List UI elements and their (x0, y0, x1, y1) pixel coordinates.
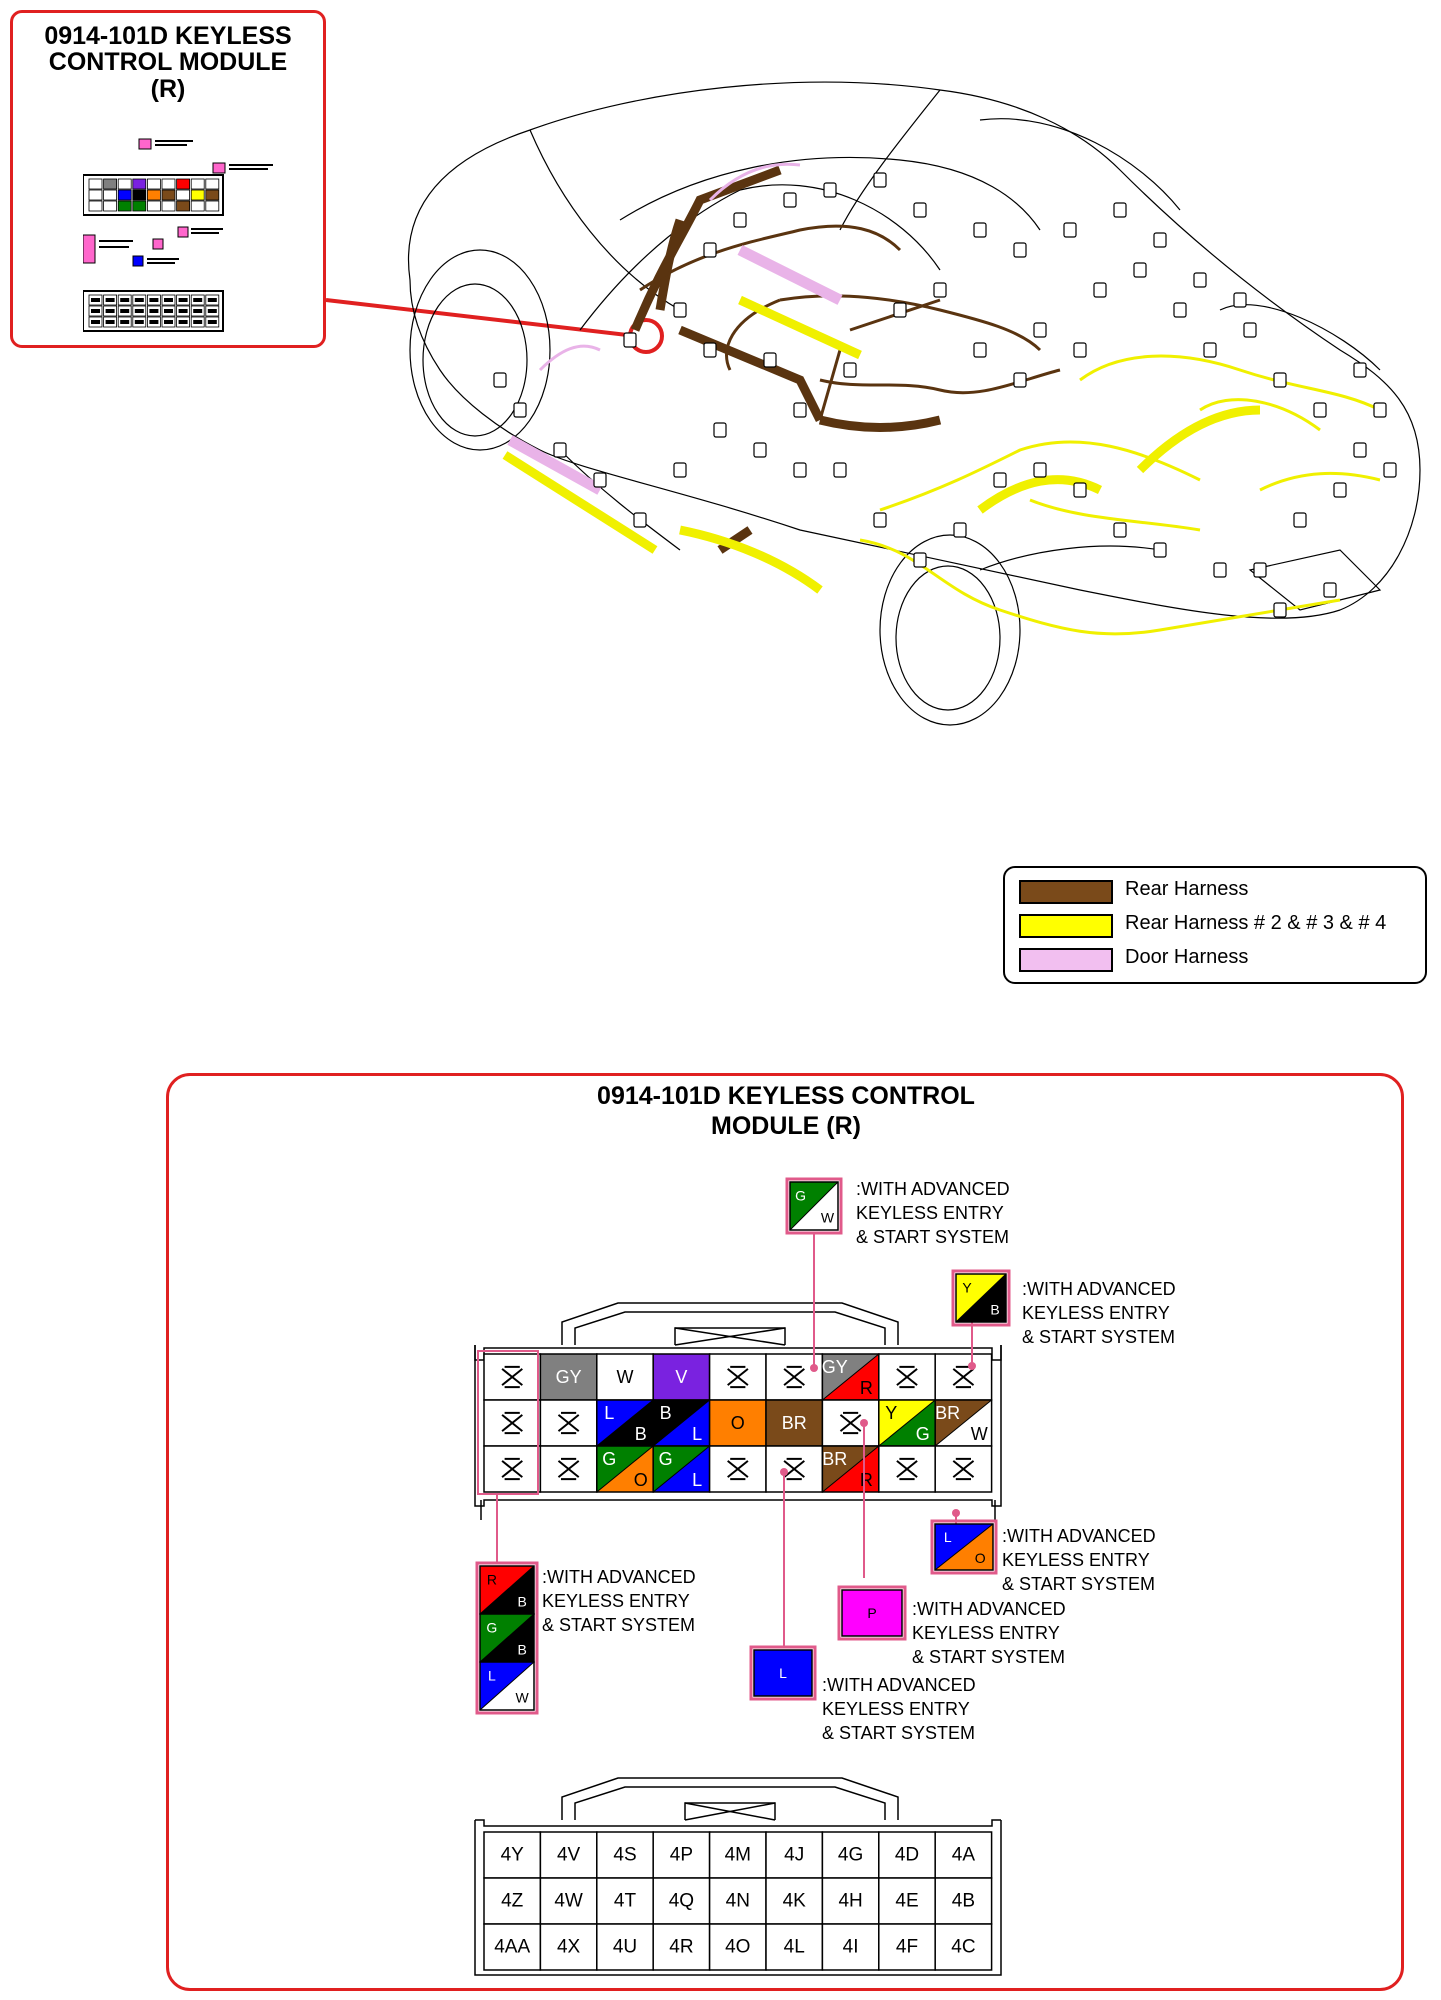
color-cell-r2-c8-primary: Y (885, 1402, 898, 1423)
callout-stack-swatch-3-primary: L (487, 1667, 496, 1684)
pin-cell (653, 1878, 709, 1924)
pin-cell (822, 1878, 878, 1924)
pin-label: 4Z (501, 1890, 524, 1912)
pin-cell (710, 1832, 766, 1878)
pin-label: 4P (669, 1844, 694, 1866)
detail-connector-drawing (0, 1150, 1441, 1990)
color-cell-r3-c2 (540, 1446, 596, 1492)
detail-title-line-2: MODULE (R) (711, 1112, 861, 1140)
note-yb: :WITH ADVANCED KEYLESS ENTRY & START SYSTEM (1022, 1279, 1176, 1347)
pin-cell (653, 1924, 709, 1970)
harness-connector (1324, 583, 1336, 597)
pin-label: 4T (613, 1890, 637, 1912)
color-cell-r1-c2 (540, 1354, 596, 1400)
harness-connector (914, 203, 926, 217)
pin-label: 4R (669, 1936, 694, 1958)
legend-swatch-rear-harness-234 (1019, 914, 1113, 938)
pin-label: 4I (842, 1936, 859, 1958)
harness-connector (1314, 403, 1326, 417)
color-cell-r2-c5-label: O (730, 1413, 745, 1433)
harness-connector (994, 473, 1006, 487)
color-cell-r2-c1 (484, 1400, 540, 1446)
color-cell-r1-c9 (935, 1354, 991, 1400)
harness-connector (494, 373, 506, 387)
harness-connector (1334, 483, 1346, 497)
color-cell-r1-c4 (653, 1354, 709, 1400)
color-cell-r2-c8 (879, 1400, 935, 1446)
pin-cell (653, 1832, 709, 1878)
callout-stack-swatch-1-primary: R (486, 1571, 497, 1588)
color-cell-r2-c9-primary: BR (935, 1402, 961, 1423)
callout-lo-swatch-primary: L (943, 1528, 952, 1545)
harness-connector (1064, 223, 1076, 237)
pin-cell (935, 1832, 991, 1878)
pin-cell (710, 1878, 766, 1924)
pin-label: 4F (895, 1936, 919, 1958)
harness-connector (1174, 303, 1186, 317)
harness-connector (1074, 483, 1086, 497)
pin-cell (597, 1878, 653, 1924)
harness-connector (764, 353, 776, 367)
pin-label: 4X (556, 1936, 581, 1958)
pin-cell (766, 1832, 822, 1878)
pin-label: 4V (556, 1844, 581, 1866)
harness-connector (824, 183, 836, 197)
color-cell-r1-c5 (710, 1354, 766, 1400)
harness-connector (1374, 403, 1386, 417)
pin-label: 4AA (494, 1936, 531, 1958)
callout-yb-swatch (956, 1274, 1006, 1322)
pin-label: 4E (895, 1890, 919, 1912)
harness-connector (1114, 523, 1126, 537)
callout-gw-swatch-stripe: W (820, 1209, 835, 1226)
harness-connector (624, 333, 636, 347)
vehicle-harness-drawing (380, 50, 1430, 770)
callout-yb-swatch-stripe: B (990, 1301, 1000, 1318)
color-cell-r2-c6-label: BR (781, 1413, 807, 1433)
harness-connector (1244, 323, 1256, 337)
note-gw: :WITH ADVANCED KEYLESS ENTRY & START SYSTEM (856, 1179, 1010, 1247)
harness-connector (1254, 563, 1266, 577)
pin-label: 4U (612, 1936, 638, 1958)
harness-connector (844, 363, 856, 377)
note-stack: :WITH ADVANCED KEYLESS ENTRY & START SYSTEM (542, 1567, 696, 1635)
harness-connector (1034, 463, 1046, 477)
harness-connector (874, 173, 886, 187)
pin-cell (710, 1924, 766, 1970)
callout-stack-swatch-3 (480, 1662, 534, 1710)
callout-stack-swatch-1-stripe: B (517, 1593, 527, 1610)
color-cell-r3-c4-primary: G (658, 1448, 673, 1469)
harness-connector (794, 403, 806, 417)
pin-label: 4A (951, 1844, 976, 1866)
color-cell-r2-c3-primary: L (604, 1402, 615, 1423)
color-cell-r3-c4 (653, 1446, 709, 1492)
harness-connector (1114, 203, 1126, 217)
color-cell-r1-c7-stripe: R (859, 1378, 873, 1399)
color-cell-r2-c2 (540, 1400, 596, 1446)
harness-connector (704, 343, 716, 357)
pin-label: 4S (613, 1844, 637, 1866)
harness-connector (1014, 373, 1026, 387)
pin-cell (597, 1832, 653, 1878)
color-cell-r3-c3-primary: G (602, 1448, 617, 1469)
callout-l-swatch-label: L (779, 1665, 787, 1681)
color-cell-r2-c5 (710, 1400, 766, 1446)
inset-title-line-2: CONTROL MODULE (48, 48, 288, 77)
harness-connector (714, 423, 726, 437)
pin-label: 4M (724, 1844, 752, 1866)
pin-label: 4J (784, 1844, 805, 1866)
color-cell-r2-c3-stripe: B (634, 1424, 647, 1445)
color-cell-r1-c7-primary: GY (821, 1356, 848, 1377)
pin-cell (540, 1878, 596, 1924)
color-cell-r3-c6 (766, 1446, 822, 1492)
harness-connector (974, 223, 986, 237)
pin-cell (540, 1924, 596, 1970)
harness-connector (1154, 543, 1166, 557)
pin-label: 4O (725, 1936, 751, 1958)
harness-connector (1214, 563, 1226, 577)
pin-cell (484, 1878, 540, 1924)
color-cell-r3-c9 (935, 1446, 991, 1492)
color-cell-r3-c7-stripe: R (859, 1470, 873, 1491)
color-cell-r1-c2-label: GY (555, 1367, 582, 1387)
pin-cell (822, 1832, 878, 1878)
pin-cell (484, 1924, 540, 1970)
note-p: :WITH ADVANCED KEYLESS ENTRY & START SYSTEM (912, 1599, 1066, 1667)
color-cell-r2-c7 (822, 1400, 878, 1446)
pin-cell (540, 1832, 596, 1878)
callout-p-swatch (842, 1590, 902, 1636)
harness-connector (934, 283, 946, 297)
callout-l-swatch (754, 1650, 812, 1696)
pin-cell (879, 1832, 935, 1878)
pin-label: 4Q (668, 1890, 695, 1912)
pin-label: 4K (782, 1890, 806, 1912)
harness-connector (894, 303, 906, 317)
pin-cell (597, 1924, 653, 1970)
legend-label-rear-harness: Rear Harness (1125, 878, 1249, 900)
harness-connector (514, 403, 526, 417)
color-cell-r3-c7 (822, 1446, 878, 1492)
color-cell-r2-c9-stripe: W (970, 1424, 988, 1445)
callout-lo-swatch (935, 1524, 993, 1570)
color-cell-r3-c5 (710, 1446, 766, 1492)
harness-connector (1204, 343, 1216, 357)
harness-connector (874, 513, 886, 527)
harness-connector (1354, 363, 1366, 377)
pin-label: 4H (838, 1890, 863, 1912)
pin-label: 4L (783, 1936, 805, 1958)
color-cell-r1-c8 (879, 1354, 935, 1400)
harness-connector (674, 463, 686, 477)
callout-stack-swatch-2 (480, 1614, 534, 1662)
pin-label: 4W (554, 1890, 583, 1912)
harness-connector (1014, 243, 1026, 257)
legend-label-door-harness: Door Harness (1125, 946, 1249, 968)
harness-connector (1074, 343, 1086, 357)
harness-connector (834, 463, 846, 477)
harness-connector (914, 553, 926, 567)
callout-stack-swatch-3-stripe: W (515, 1689, 529, 1706)
color-cell-r3-c7-primary: BR (822, 1448, 848, 1469)
harness-connector (1274, 373, 1286, 387)
harness-connector (634, 513, 646, 527)
harness-connector (594, 473, 606, 487)
pin-cell (484, 1832, 540, 1878)
detail-title-line-1: 0914-101D KEYLESS CONTROL (597, 1082, 975, 1110)
harness-connector (794, 463, 806, 477)
pin-label: 4D (894, 1844, 920, 1866)
harness-legend (1003, 866, 1427, 984)
callout-lo-swatch-stripe: O (974, 1550, 986, 1567)
harness-connector (1234, 293, 1246, 307)
harness-connector (1354, 443, 1366, 457)
color-cell-r2-c9 (935, 1400, 991, 1446)
harness-connector (1034, 323, 1046, 337)
color-cell-r1-c7 (822, 1354, 879, 1400)
note-l: :WITH ADVANCED KEYLESS ENTRY & START SYSTEM (822, 1675, 976, 1743)
harness-connector (734, 213, 746, 227)
pin-label: 4Y (500, 1844, 524, 1866)
harness-connector (1194, 273, 1206, 287)
harness-connector (1154, 233, 1166, 247)
pin-label: 4C (951, 1936, 976, 1958)
harness-connector (1274, 603, 1286, 617)
callout-gw-swatch (790, 1182, 838, 1230)
color-cell-r2-c4-stripe: L (692, 1424, 703, 1445)
color-cell-r3-c3-stripe: O (633, 1470, 648, 1491)
harness-connector (704, 243, 716, 257)
harness-connector (754, 443, 766, 457)
pin-cell (766, 1878, 822, 1924)
pin-cell (935, 1924, 991, 1970)
pin-cell (879, 1924, 935, 1970)
color-cell-r1-c4-label: V (675, 1367, 688, 1387)
color-cell-r2-c8-stripe: G (915, 1424, 930, 1445)
harness-connector (974, 343, 986, 357)
legend-swatch-rear-harness (1019, 880, 1113, 904)
note-lo: :WITH ADVANCED KEYLESS ENTRY & START SYSTEM (1002, 1526, 1156, 1594)
callout-stack-swatch-2-primary: G (486, 1619, 498, 1636)
detail-title (466, 1081, 1106, 1141)
color-cell-r2-c3 (597, 1400, 653, 1446)
harness-connector (1134, 263, 1146, 277)
color-cell-r1-c1 (484, 1354, 540, 1400)
legend-swatch-door-harness (1019, 948, 1113, 972)
callout-gw-swatch-primary: G (795, 1187, 807, 1204)
pin-label: 4B (951, 1890, 976, 1912)
color-cell-r2-c4-primary: B (659, 1402, 672, 1423)
harness-connector (554, 443, 566, 457)
color-cell-r1-c3-label: W (616, 1367, 634, 1387)
callout-stack-swatch-1 (480, 1566, 534, 1614)
harness-connector (674, 303, 686, 317)
harness-connector (1094, 283, 1106, 297)
pin-label: 4G (837, 1844, 864, 1866)
harness-connector (1294, 513, 1306, 527)
harness-connector (784, 193, 796, 207)
pin-cell (879, 1878, 935, 1924)
callout-stack-swatch-2-stripe: B (517, 1641, 527, 1658)
color-cell-r3-c3 (597, 1446, 653, 1492)
pin-cell (766, 1924, 822, 1970)
color-cell-r2-c4 (653, 1400, 709, 1446)
color-cell-r2-c6 (766, 1400, 822, 1446)
callout-p-swatch-label: P (867, 1605, 877, 1621)
inset-title-line-1: 0914-101D KEYLESS (44, 22, 292, 50)
legend-label-rear-harness-234: Rear Harness # 2 & # 3 & # 4 (1125, 912, 1387, 934)
color-cell-r1-c3 (597, 1354, 653, 1400)
inset-title-line-3: (R) (150, 74, 186, 103)
color-cell-r3-c4-stripe: L (692, 1470, 703, 1491)
pin-label: 4N (725, 1890, 750, 1912)
color-cell-r3-c1 (484, 1446, 540, 1492)
harness-connector (1384, 463, 1396, 477)
color-cell-r3-c8 (879, 1446, 935, 1492)
pin-cell (822, 1924, 878, 1970)
pin-cell (935, 1878, 991, 1924)
harness-connector (954, 523, 966, 537)
callout-yb-swatch-primary: Y (962, 1279, 972, 1296)
